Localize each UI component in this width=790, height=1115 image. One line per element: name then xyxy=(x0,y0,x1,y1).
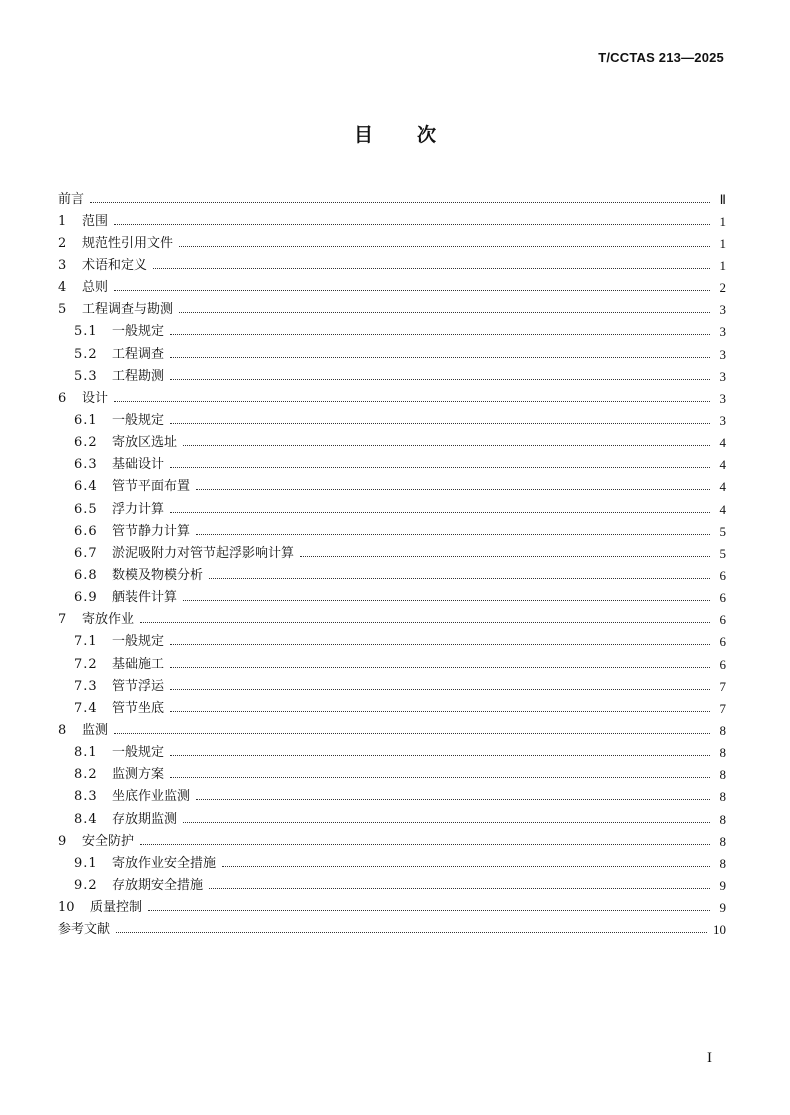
toc-entry-page: 6 xyxy=(719,590,726,606)
toc-entry-label: 设计 xyxy=(82,390,109,406)
toc-entry-label: 管节平面布置 xyxy=(112,479,191,495)
toc-dot-leader xyxy=(114,401,710,402)
toc-dot-leader xyxy=(170,755,710,756)
toc-entry-page: 3 xyxy=(719,324,726,340)
toc-entry-label: 浮力计算 xyxy=(112,501,165,517)
toc-entry-label: 前言 xyxy=(58,191,85,207)
toc-entry[interactable] xyxy=(58,476,726,498)
toc-entry[interactable] xyxy=(58,697,726,719)
toc-dot-leader xyxy=(170,689,710,690)
toc-entry-page: 4 xyxy=(719,479,726,495)
toc-entry[interactable] xyxy=(58,409,726,431)
toc-entry[interactable] xyxy=(58,919,726,941)
toc-dot-leader xyxy=(153,268,710,269)
toc-entry-page: 8 xyxy=(719,833,726,849)
toc-dot-leader xyxy=(114,733,710,734)
toc-entry-page: 3 xyxy=(719,302,726,318)
toc-entry-label: 存放期安全措施 xyxy=(112,877,204,893)
toc-entry[interactable] xyxy=(58,321,726,343)
toc-entry[interactable] xyxy=(58,498,726,520)
toc-entry-label: 监测方案 xyxy=(112,767,165,783)
toc-entry-label: 数模及物模分析 xyxy=(112,567,204,583)
toc-entry[interactable] xyxy=(58,675,726,697)
toc-entry-label: 一般规定 xyxy=(112,634,165,650)
toc-entry-label: 管节坐底 xyxy=(112,700,165,716)
toc-entry-number: 9 xyxy=(58,833,67,849)
toc-entry-label: 安全防护 xyxy=(82,833,135,849)
toc-dot-leader xyxy=(183,600,710,601)
toc-entry[interactable] xyxy=(58,786,726,808)
toc-dot-leader xyxy=(179,246,710,247)
toc-entry-label: 术语和定义 xyxy=(82,257,148,273)
toc-dot-leader xyxy=(183,445,710,446)
toc-entry[interactable] xyxy=(58,299,726,321)
toc-entry-page: 8 xyxy=(719,811,726,827)
toc-entry-number: 5.2 xyxy=(74,346,98,362)
toc-entry-number: 8.1 xyxy=(74,745,98,761)
toc-dot-leader xyxy=(148,910,710,911)
toc-entry[interactable] xyxy=(58,631,726,653)
toc-dot-leader xyxy=(196,799,710,800)
toc-entry-number: 5.1 xyxy=(74,324,98,340)
toc-entry-label: 基础设计 xyxy=(112,457,165,473)
toc-entry[interactable] xyxy=(58,719,726,741)
toc-entry-page: 3 xyxy=(719,368,726,384)
toc-entry[interactable] xyxy=(58,742,726,764)
toc-dot-leader xyxy=(140,622,710,623)
toc-entry-number: 6.5 xyxy=(74,501,98,517)
toc-entry-label: 质量控制 xyxy=(90,900,143,916)
toc-entry-label: 存放期监测 xyxy=(112,811,178,827)
toc-dot-leader xyxy=(170,334,710,335)
toc-entry-number: 3 xyxy=(58,257,67,273)
toc-dot-leader xyxy=(116,932,707,933)
toc-entry-number: 8.3 xyxy=(74,789,98,805)
toc-entry-number: 8.2 xyxy=(74,767,98,783)
toc-dot-leader xyxy=(209,888,710,889)
toc-entry-label: 寄放区选址 xyxy=(112,435,178,451)
toc-entry[interactable] xyxy=(58,764,726,786)
toc-entry-label: 工程调查与勘测 xyxy=(82,302,174,318)
toc-entry-label: 工程勘测 xyxy=(112,368,165,384)
toc-entry-label: 范围 xyxy=(82,213,109,229)
toc-entry[interactable] xyxy=(58,188,726,210)
toc-entry-number: 6.3 xyxy=(74,457,98,473)
toc-dot-leader xyxy=(222,866,710,867)
toc-entry[interactable] xyxy=(58,232,726,254)
toc-entry-number: 10 xyxy=(58,900,75,916)
toc-entry-page: 7 xyxy=(719,700,726,716)
toc-entry-number: 6.4 xyxy=(74,479,98,495)
toc-entry-number: 6.8 xyxy=(74,567,98,583)
toc-dot-leader xyxy=(90,202,710,203)
toc-entry-page: 8 xyxy=(719,745,726,761)
toc-entry[interactable] xyxy=(58,874,726,896)
toc-entry[interactable] xyxy=(58,852,726,874)
toc-dot-leader xyxy=(209,578,710,579)
toc-dot-leader xyxy=(179,312,710,313)
toc-entry-label: 总则 xyxy=(82,280,109,296)
toc-entry-page: 1 xyxy=(719,235,726,251)
toc-entry-label: 工程调查 xyxy=(112,346,165,362)
toc-entry[interactable] xyxy=(58,520,726,542)
toc-entry-page: 10 xyxy=(713,922,726,938)
toc-dot-leader xyxy=(170,667,710,668)
toc-entry-page: 8 xyxy=(719,767,726,783)
toc-entry[interactable] xyxy=(58,210,726,232)
toc-dot-leader xyxy=(140,844,710,845)
toc-entry[interactable] xyxy=(58,587,726,609)
toc-entry[interactable] xyxy=(58,254,726,276)
toc-entry-number: 8 xyxy=(58,722,67,738)
toc-entry-label: 一般规定 xyxy=(112,324,165,340)
toc-entry[interactable] xyxy=(58,277,726,299)
toc-entry-label: 一般规定 xyxy=(112,412,165,428)
toc-dot-leader xyxy=(170,711,710,712)
toc-entry[interactable] xyxy=(58,365,726,387)
toc-entry-page: 6 xyxy=(719,634,726,650)
toc-dot-leader xyxy=(170,423,710,424)
toc-entry-number: 7 xyxy=(58,612,67,628)
toc-entry-label: 监测 xyxy=(82,722,109,738)
toc-entry[interactable] xyxy=(58,897,726,919)
toc-entry-number: 6.7 xyxy=(74,545,98,561)
toc-dot-leader xyxy=(170,644,710,645)
toc-entry[interactable] xyxy=(58,830,726,852)
toc-entry-number: 6.2 xyxy=(74,435,98,451)
toc-entry-label: 管节静力计算 xyxy=(112,523,191,539)
toc-entry-number: 6.9 xyxy=(74,590,98,606)
toc-entry-number: 7.3 xyxy=(74,678,98,694)
toc-dot-leader xyxy=(170,357,710,358)
toc-entry-page: 3 xyxy=(719,390,726,406)
toc-entry-number: 5.3 xyxy=(74,368,98,384)
toc-dot-leader xyxy=(170,379,710,380)
toc-entry[interactable] xyxy=(58,343,726,365)
toc-entry[interactable] xyxy=(58,542,726,564)
title-char-1: 目 xyxy=(353,124,373,146)
toc-dot-leader xyxy=(196,534,710,535)
toc-dot-leader xyxy=(170,512,710,513)
toc-entry-number: 7.1 xyxy=(74,634,98,650)
toc-entry[interactable] xyxy=(58,454,726,476)
toc-entry[interactable] xyxy=(58,808,726,830)
toc-entry-page: 6 xyxy=(719,567,726,583)
toc-entry-number: 8.4 xyxy=(74,811,98,827)
toc-entry[interactable] xyxy=(58,564,726,586)
table-of-contents xyxy=(58,188,726,941)
toc-entry-page: 5 xyxy=(719,523,726,539)
toc-entry-page: 9 xyxy=(719,877,726,893)
toc-dot-leader xyxy=(183,822,710,823)
toc-entry-number: 6 xyxy=(58,390,67,406)
toc-entry-page: 6 xyxy=(719,612,726,628)
toc-dot-leader xyxy=(170,467,710,468)
toc-entry[interactable] xyxy=(58,609,726,631)
toc-entry-page: 7 xyxy=(719,678,726,694)
toc-entry-label: 规范性引用文件 xyxy=(82,235,174,251)
toc-entry-page: 8 xyxy=(719,789,726,805)
toc-entry-number: 1 xyxy=(58,213,67,229)
toc-entry-number: 2 xyxy=(58,235,67,251)
toc-entry-page: 1 xyxy=(719,257,726,273)
toc-dot-leader xyxy=(114,224,710,225)
toc-entry-label: 淤泥吸附力对管节起浮影响计算 xyxy=(112,545,295,561)
toc-entry-number: 7.2 xyxy=(74,656,98,672)
toc-entry-number: 9.1 xyxy=(74,855,98,871)
toc-entry-number: 9.2 xyxy=(74,877,98,893)
toc-entry-label: 寄放作业安全措施 xyxy=(112,855,217,871)
document-code: T/CCTAS 213—2025 xyxy=(598,50,724,65)
toc-entry-page: 6 xyxy=(719,656,726,672)
toc-entry-page: Ⅱ xyxy=(719,191,726,207)
toc-entry-page: 4 xyxy=(719,435,726,451)
toc-entry[interactable] xyxy=(58,387,726,409)
toc-dot-leader xyxy=(114,290,710,291)
toc-entry[interactable] xyxy=(58,653,726,675)
toc-entry-number: 6.6 xyxy=(74,523,98,539)
toc-entry-page: 3 xyxy=(719,412,726,428)
toc-entry-label: 坐底作业监测 xyxy=(112,789,191,805)
toc-dot-leader xyxy=(300,556,710,557)
page-number: I xyxy=(707,1050,712,1066)
toc-dot-leader xyxy=(170,777,710,778)
toc-entry-page: 1 xyxy=(719,213,726,229)
toc-entry-label: 基础施工 xyxy=(112,656,165,672)
page-title xyxy=(0,120,790,147)
toc-entry-page: 5 xyxy=(719,545,726,561)
toc-entry-page: 4 xyxy=(719,457,726,473)
toc-entry-number: 7.4 xyxy=(74,700,98,716)
toc-entry-number: 6.1 xyxy=(74,412,98,428)
toc-entry-label: 参考文献 xyxy=(58,922,111,938)
toc-entry-label: 管节浮运 xyxy=(112,678,165,694)
toc-entry-page: 4 xyxy=(719,501,726,517)
toc-entry-label: 一般规定 xyxy=(112,745,165,761)
toc-entry-page: 8 xyxy=(719,722,726,738)
toc-entry-label: 舾装件计算 xyxy=(112,590,178,606)
toc-entry[interactable] xyxy=(58,432,726,454)
toc-entry-page: 2 xyxy=(719,280,726,296)
title-char-2: 次 xyxy=(417,124,437,146)
toc-entry-number: 5 xyxy=(58,302,67,318)
toc-entry-label: 寄放作业 xyxy=(82,612,135,628)
toc-entry-number: 4 xyxy=(58,280,67,296)
toc-dot-leader xyxy=(196,489,710,490)
toc-entry-page: 9 xyxy=(719,900,726,916)
toc-entry-page: 3 xyxy=(719,346,726,362)
toc-entry-page: 8 xyxy=(719,855,726,871)
